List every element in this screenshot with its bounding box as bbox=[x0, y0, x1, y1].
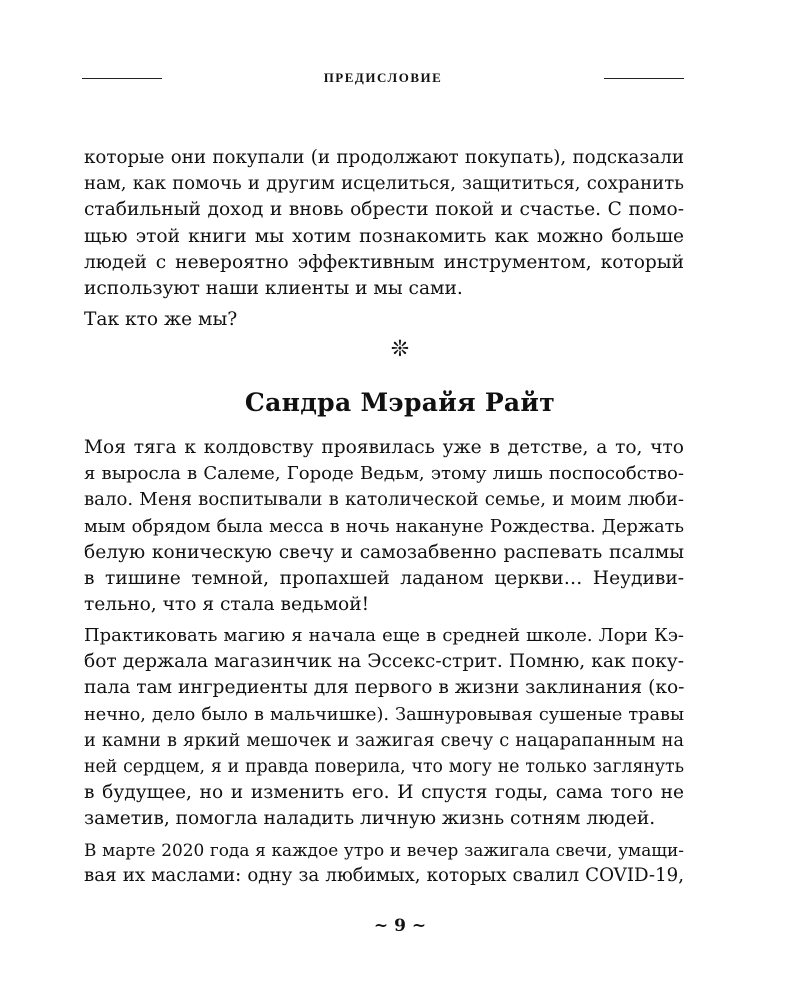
section-ornament-icon: ❊ bbox=[390, 337, 410, 362]
running-head-right-rule bbox=[604, 78, 684, 79]
running-head-left-rule bbox=[82, 78, 162, 79]
text-line: Моя тяга к колдовству проявилась уже в детстве, а то, что bbox=[84, 437, 684, 458]
text-line: используют наши клиенты и мы сами. bbox=[84, 278, 463, 300]
text-line: щью этой книги мы хотим познакомить как можно больше bbox=[84, 225, 684, 247]
text-line: Практиковать магию я начала еще в средней школе. Лори Кэ- bbox=[84, 625, 684, 646]
paragraph-body bbox=[84, 435, 684, 618]
text-line: людей с невероятно эффективным инструментом, который bbox=[84, 251, 684, 273]
paragraph-body bbox=[84, 623, 684, 833]
text-line: и камни в яркий мешочек и зажигая свечу с нацарапанным на bbox=[84, 730, 684, 751]
text-line: пала там ингредиенты для первого в жизни заклинания (ко- bbox=[84, 677, 685, 699]
text-line: ней сердцем, я и правда поверила, что могу не только заглянуть bbox=[84, 757, 684, 778]
section-heading: Сандра Мэрайя Райт bbox=[244, 388, 556, 417]
paragraph-intro-continued bbox=[84, 145, 684, 302]
paragraph-body bbox=[84, 145, 684, 302]
text-line: в тишине темной, пропахшей ладаном церкви… Неудиви- bbox=[84, 568, 684, 590]
running-head bbox=[82, 68, 684, 88]
text-line: вало. Меня воспитывали в католической семье, и моим люби- bbox=[84, 489, 684, 511]
text-line: тельно, что я стала ведьмой! bbox=[84, 594, 370, 616]
text-line: вая их маслами: одну за любимых, которых свалил COVID-19, bbox=[84, 865, 684, 887]
text-line: заметив, помогла наладить личную жизнь сотням людей. bbox=[84, 808, 656, 830]
text-line: мым обрядом была месса в ночь накануне Рождества. Держать bbox=[84, 516, 684, 537]
paragraph-childhood bbox=[84, 435, 684, 618]
text-line: нечно, дело было в мальчишке). Зашнуровывая сушеные травы bbox=[84, 704, 684, 725]
text-line: В марте 2020 года я каждое утро и вечер зажигала свечи, умащи- bbox=[84, 840, 684, 860]
paragraph-question bbox=[84, 307, 684, 333]
text-line: в будущее, но и изменить его. И спустя годы, сама того не bbox=[84, 782, 684, 804]
paragraph-body bbox=[84, 307, 684, 333]
paragraph-march-2020 bbox=[84, 837, 684, 889]
paragraph-practice bbox=[84, 623, 684, 833]
text-line: бот держала магазинчик на Эссекс-стрит. Помню, как поку- bbox=[84, 651, 684, 673]
text-line: которые они покупали (и продолжают покупать), подсказали bbox=[84, 147, 684, 168]
text-line: стабильный доход и вновь обрести покой и счастье. С помо- bbox=[84, 199, 684, 221]
text-line: я выросла в Салеме, Городе Ведьм, этому лишь поспособство- bbox=[84, 463, 684, 485]
running-head-title: ПРЕДИСЛОВИЕ bbox=[323, 70, 443, 85]
paragraph-body bbox=[84, 837, 684, 889]
text-line: нам, как помочь и другим исцелиться, защититься, сохранить bbox=[84, 173, 684, 195]
text-line: белую коническую свечу и самозабвенно распевать псалмы bbox=[84, 541, 684, 563]
page-number: ~ 9 ~ bbox=[373, 916, 427, 936]
text-line: Так кто же мы? bbox=[84, 309, 238, 330]
